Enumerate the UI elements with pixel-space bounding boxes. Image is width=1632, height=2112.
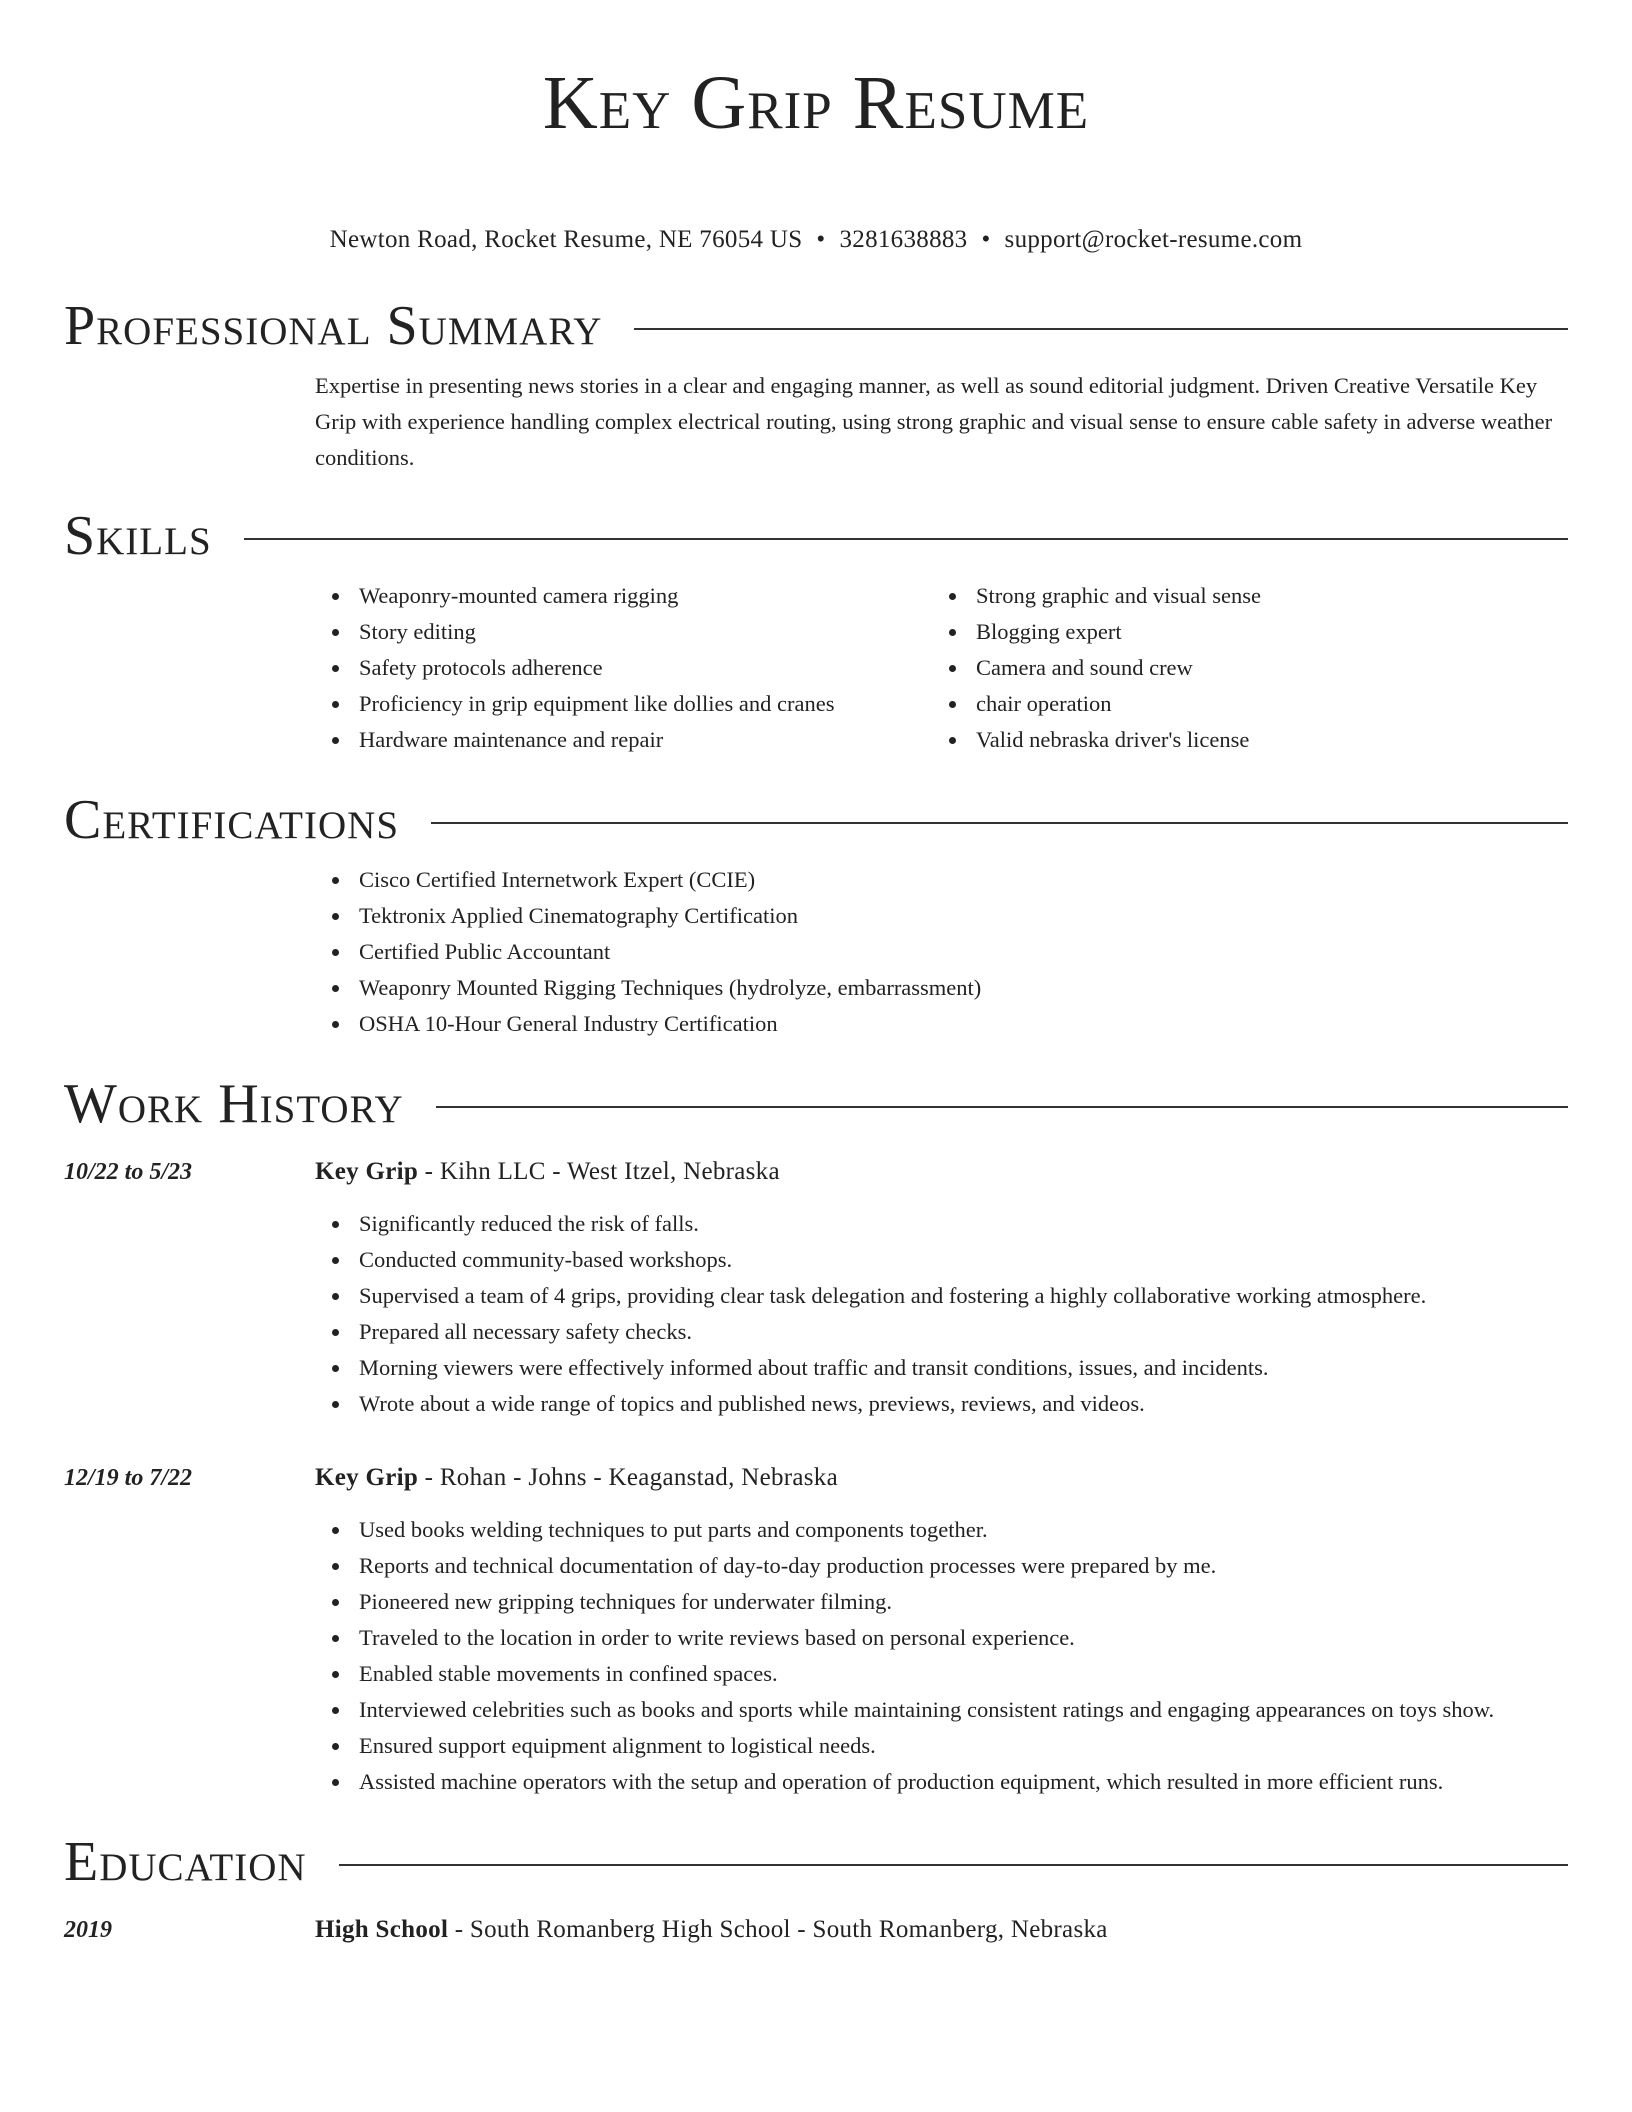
skills-column-left <box>315 578 932 758</box>
education-details: - South Romanberg High School - South Romanberg, Nebraska <box>448 1916 1108 1943</box>
certifications-section-header <box>64 788 1568 852</box>
phone: 3281638883 <box>839 226 968 253</box>
job-bullet: Reports and technical documentation of day-to-day production processes were prepared by me. <box>315 1548 1568 1584</box>
skill-item: Valid nebraska driver's license <box>932 722 1549 758</box>
section-heading: Work History <box>64 1073 404 1135</box>
address: Newton Road, Rocket Resume, NE 76054 US <box>329 226 803 253</box>
certification-item: Weaponry Mounted Rigging Techniques (hydrolyze, embarrassment) <box>315 970 1568 1006</box>
education-title <box>315 1912 1108 1948</box>
skill-item: Hardware maintenance and repair <box>315 722 932 758</box>
section-rule <box>244 538 1568 540</box>
skills-section <box>315 578 1568 758</box>
job-bullet: Enabled stable movements in confined spaces. <box>315 1656 1568 1692</box>
job-bullets <box>315 1512 1568 1800</box>
job-title <box>315 1154 780 1190</box>
job-title <box>315 1460 838 1496</box>
job-bullets <box>315 1206 1568 1422</box>
job-bullet: Assisted machine operators with the setup and operation of production equipment, which resulted in more efficient runs. <box>315 1764 1568 1800</box>
education-entry <box>64 1912 1568 1948</box>
skill-item: Blogging expert <box>932 614 1549 650</box>
job-header <box>64 1154 1568 1190</box>
section-heading: Education <box>64 1831 307 1893</box>
job-bullet: Prepared all necessary safety checks. <box>315 1314 1568 1350</box>
contact-line <box>64 220 1568 260</box>
certification-item: Certified Public Accountant <box>315 934 1568 970</box>
job-bullet: Supervised a team of 4 grips, providing clear task delegation and fostering a highly collaborative working atmosphere. <box>315 1278 1568 1314</box>
section-heading: Professional Summary <box>64 295 603 357</box>
email: support@rocket-resume.com <box>1004 226 1303 253</box>
certifications-list <box>315 862 1568 1042</box>
separator-dot: • <box>981 226 991 253</box>
skill-item: Strong graphic and visual sense <box>932 578 1549 614</box>
job-role: Key Grip <box>315 1464 419 1491</box>
summary-section-header <box>64 294 1568 358</box>
section-rule <box>436 1106 1568 1108</box>
job-dates: 10/22 to 5/23 <box>64 1159 193 1185</box>
certifications-section <box>315 862 1568 1042</box>
section-heading: Skills <box>64 505 212 567</box>
job-bullet-list <box>315 1206 1568 1422</box>
education-degree: High School <box>315 1916 449 1943</box>
education-section-header <box>64 1830 1568 1894</box>
summary-section <box>315 368 1568 476</box>
skill-item: Proficiency in grip equipment like dollies and cranes <box>315 686 932 722</box>
separator-dot: • <box>816 226 826 253</box>
job-bullet: Significantly reduced the risk of falls. <box>315 1206 1568 1242</box>
section-rule <box>634 328 1568 330</box>
education-header <box>64 1912 1568 1948</box>
certification-item: Cisco Certified Internetwork Expert (CCIE) <box>315 862 1568 898</box>
job-details: - Rohan - Johns - Keaganstad, Nebraska <box>418 1464 839 1491</box>
job-bullet: Used books welding techniques to put parts and components together. <box>315 1512 1568 1548</box>
job-bullet: Ensured support equipment alignment to logistical needs. <box>315 1728 1568 1764</box>
skill-item: chair operation <box>932 686 1549 722</box>
job-header <box>64 1460 1568 1496</box>
section-rule <box>431 822 1568 824</box>
education-date: 2019 <box>64 1917 112 1943</box>
resume-title: Key Grip Resume <box>542 61 1090 145</box>
skill-item: Camera and sound crew <box>932 650 1549 686</box>
skill-item: Weaponry-mounted camera rigging <box>315 578 932 614</box>
job-bullet: Interviewed celebrities such as books and sports while maintaining consistent ratings and engaging appearances on toys show. <box>315 1692 1568 1728</box>
skills-column-right <box>932 578 1549 758</box>
skill-item: Safety protocols adherence <box>315 650 932 686</box>
job-entry <box>64 1460 1568 1800</box>
skills-section-header <box>64 504 1568 568</box>
certification-item: Tektronix Applied Cinematography Certification <box>315 898 1568 934</box>
section-heading: Certifications <box>64 789 400 851</box>
certification-item: OSHA 10-Hour General Industry Certification <box>315 1006 1568 1042</box>
job-bullet: Pioneered new gripping techniques for underwater filming. <box>315 1584 1568 1620</box>
summary-text: Expertise in presenting news stories in a clear and engaging manner, as well as sound editorial judgment. Driven Creative Versatile Key Grip with experience handling complex electrical routing, using strong graphic and visual sense to ensure cable safety in adverse weather conditions. <box>315 373 1553 470</box>
job-role: Key Grip <box>315 1158 419 1185</box>
work-section-header <box>64 1072 1568 1136</box>
job-bullet: Wrote about a wide range of topics and published news, previews, reviews, and videos. <box>315 1386 1568 1422</box>
job-bullet: Conducted community-based workshops. <box>315 1242 1568 1278</box>
skills-grid <box>315 578 1568 758</box>
job-bullet: Morning viewers were effectively informed about traffic and transit conditions, issues, and incidents. <box>315 1350 1568 1386</box>
job-bullet: Traveled to the location in order to write reviews based on personal experience. <box>315 1620 1568 1656</box>
job-entry <box>64 1154 1568 1422</box>
section-rule <box>339 1864 1568 1866</box>
skill-item: Story editing <box>315 614 932 650</box>
job-dates: 12/19 to 7/22 <box>64 1465 193 1491</box>
job-bullet-list <box>315 1512 1568 1800</box>
job-details: - Kihn LLC - West Itzel, Nebraska <box>418 1158 780 1185</box>
